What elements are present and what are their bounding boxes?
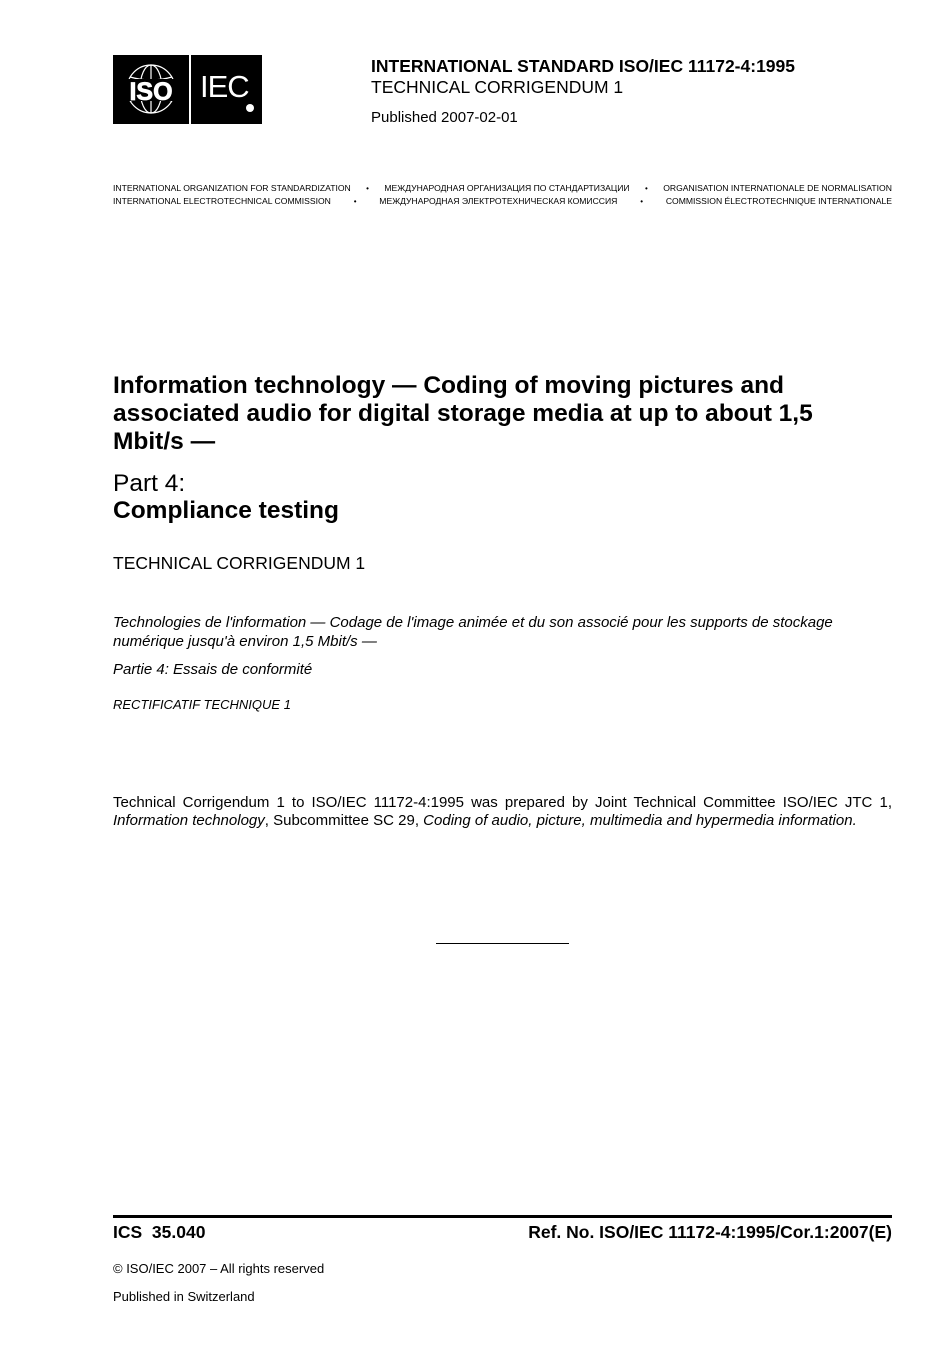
iec-logo-dot	[246, 104, 254, 112]
iso-iec-logo	[113, 55, 262, 124]
org-iec-ru: МЕЖДУНАРОДНАЯ ЭЛЕКТРОТЕХНИЧЕСКАЯ КОМИССИЯ	[379, 196, 618, 206]
main-title: Information technology — Coding of moving pictures and associated audio for digital storage media at up to about 1,5 Mbit/s —	[113, 372, 813, 455]
ics-code: ICS 35.040	[113, 1222, 206, 1242]
body-italic-1: Information technology	[113, 812, 265, 829]
body-text-1: Technical Corrigendum 1 to ISO/IEC 11172-4:1995 was prepared by Joint Technical Committee ISO/IEC JTC 1,	[113, 794, 892, 811]
published-date: Published 2007-02-01	[371, 109, 518, 126]
french-part-title: Partie 4: Essais de conformité	[113, 661, 313, 678]
published-in: Published in Switzerland	[113, 1289, 255, 1304]
french-rectificatif: RECTIFICATIF TECHNIQUE 1	[113, 697, 291, 712]
org-separator: •	[645, 183, 648, 193]
iec-logo-text: IEC	[200, 69, 249, 104]
center-divider	[436, 943, 569, 944]
org-separator: •	[366, 183, 369, 193]
body-paragraph	[113, 794, 892, 830]
body-italic-2: Coding of audio, picture, multimedia and hypermedia information.	[423, 812, 857, 829]
org-iec-fr: COMMISSION ÉLECTROTECHNIQUE INTERNATIONALE	[665, 196, 892, 206]
iso-logo	[113, 55, 189, 124]
org-iso-en: INTERNATIONAL ORGANIZATION FOR STANDARDIZATION	[113, 183, 351, 193]
org-iso-ru: МЕЖДУНАРОДНАЯ ОРГАНИЗАЦИЯ ПО СТАНДАРТИЗАЦИИ	[384, 183, 630, 193]
organizations-row-1	[113, 183, 892, 193]
part-title: Compliance testing	[113, 497, 339, 524]
standard-subtitle: TECHNICAL CORRIGENDUM 1	[371, 77, 624, 97]
part-number: Part 4:	[113, 470, 186, 497]
footer-divider	[113, 1215, 892, 1218]
globe-icon	[113, 55, 189, 124]
corrigendum-label: TECHNICAL CORRIGENDUM 1	[113, 553, 366, 573]
reference-number: Ref. No. ISO/IEC 11172-4:1995/Cor.1:2007(E)	[528, 1222, 892, 1242]
organizations-row-2	[113, 196, 892, 206]
french-title: Technologies de l'information — Codage de l'image animée et du son associé pour les supports de stockage numérique jusqu'à environ 1,5 Mbit/s —	[113, 614, 833, 650]
iso-logo-text: ISO	[129, 78, 173, 106]
org-iso-fr: ORGANISATION INTERNATIONALE DE NORMALISATION	[663, 183, 892, 193]
body-text-2: , Subcommittee SC 29,	[264, 812, 424, 829]
org-separator: •	[353, 196, 357, 206]
copyright-notice: © ISO/IEC 2007 – All rights reserved	[113, 1261, 325, 1276]
iec-logo	[191, 55, 262, 124]
org-separator: •	[640, 196, 644, 206]
org-iec-en: INTERNATIONAL ELECTROTECHNICAL COMMISSION	[113, 196, 331, 206]
standard-title: INTERNATIONAL STANDARD ISO/IEC 11172-4:1995	[371, 56, 795, 76]
